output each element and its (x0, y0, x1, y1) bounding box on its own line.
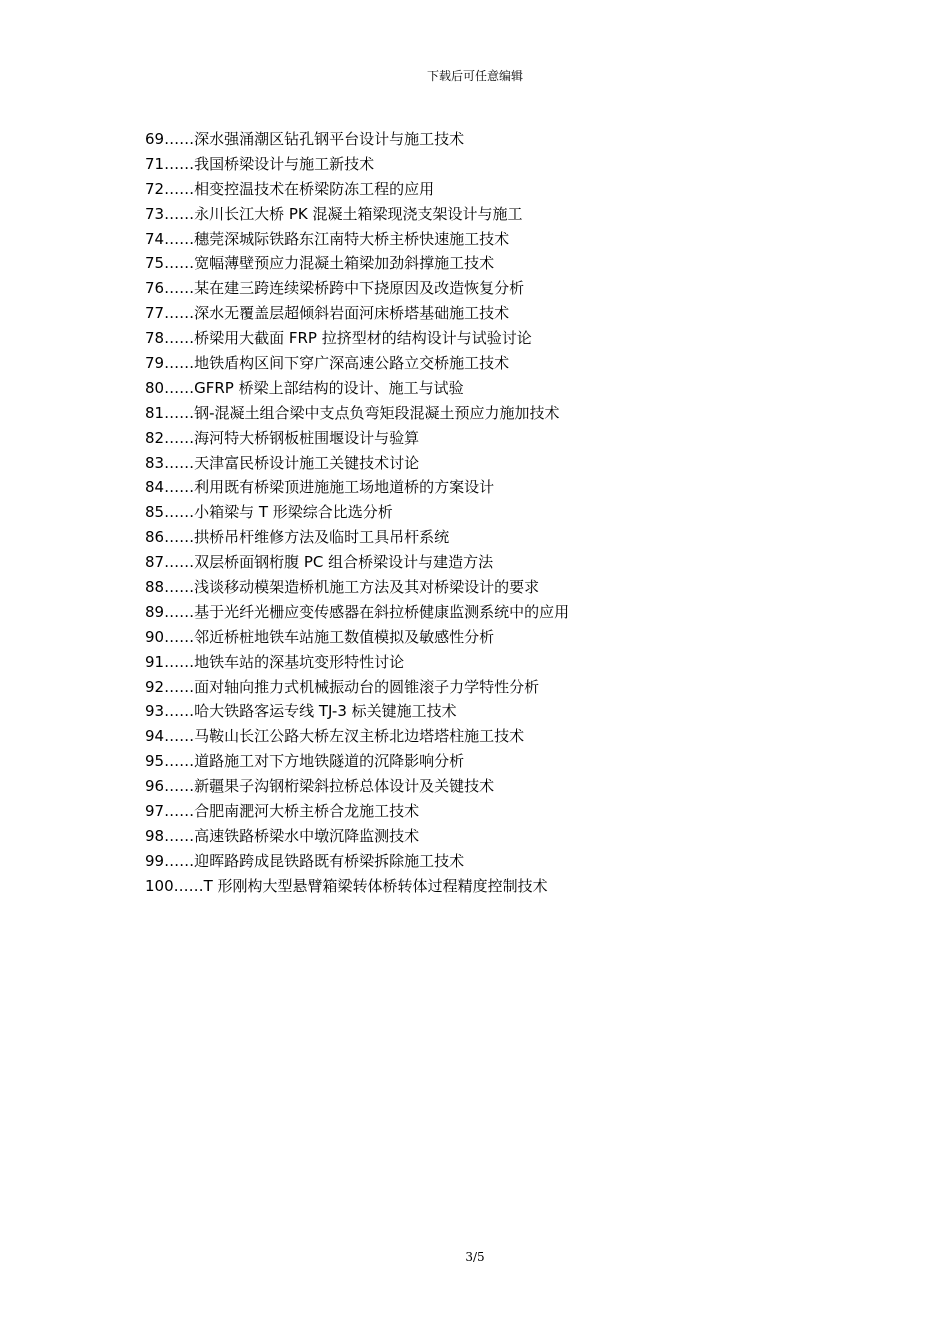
toc-item: 99……迎晖路跨成昆铁路既有桥梁拆除施工技术 (145, 851, 465, 870)
toc-item: 93……哈大铁路客运专线 TJ-3 标关键施工技术 (145, 702, 457, 721)
toc-item: 87……双层桥面钢桁腹 PC 组合桥梁设计与建造方法 (145, 553, 494, 572)
toc-item: 74……穗莞深城际铁路东江南特大桥主桥快速施工技术 (145, 229, 510, 248)
toc-item: 90……邻近桥桩地铁车站施工数值模拟及敏感性分析 (145, 627, 495, 646)
page-number: 3/5 (465, 1250, 485, 1264)
toc-item: 69……深水强涌潮区钻孔钢平台设计与施工技术 (145, 130, 465, 148)
toc-item: 81……钢-混凝土组合梁中支点负弯矩段混凝土预应力施加技术 (145, 403, 560, 422)
toc-item: 80……GFRP 桥梁上部结构的设计、施工与试验 (145, 378, 464, 397)
toc-item: 96……新疆果子沟钢桁梁斜拉桥总体设计及关键技术 (145, 777, 495, 796)
toc-item: 97……合肥南淝河大桥主桥合龙施工技术 (145, 802, 420, 821)
toc-item: 75……宽幅薄壁预应力混凝土箱梁加劲斜撑施工技术 (145, 254, 495, 273)
toc-item: 73……永川长江大桥 PK 混凝土箱梁现浇支架设计与施工 (145, 204, 523, 223)
toc-item: 85……小箱梁与 T 形梁综合比选分析 (145, 503, 393, 522)
toc-item: 91……地铁车站的深基坑变形特性讨论 (145, 652, 405, 671)
toc-item: 76……某在建三跨连续梁桥跨中下挠原因及改造恢复分析 (145, 279, 525, 298)
toc-list (145, 127, 569, 899)
toc-item: 84……利用既有桥梁顶进施施工场地道桥的方案设计 (145, 478, 495, 497)
toc-item: 78……桥梁用大截面 FRP 拉挤型材的结构设计与试验讨论 (145, 329, 532, 348)
toc-item: 88……浅谈移动模架造桥机施工方法及其对桥梁设计的要求 (145, 578, 540, 597)
toc-item: 95……道路施工对下方地铁隧道的沉降影响分析 (145, 752, 465, 771)
toc-item: 82……海河特大桥钢板桩围堰设计与验算 (145, 428, 420, 447)
toc-item: 94……马鞍山长江公路大桥左汊主桥北边塔塔柱施工技术 (145, 727, 525, 746)
toc-item: 100……T 形刚构大型悬臂箱梁转体桥转体过程精度控制技术 (145, 876, 548, 895)
toc-item: 86……拱桥吊杆维修方法及临时工具吊杆系统 (145, 528, 450, 547)
toc-item: 77……深水无覆盖层超倾斜岩面河床桥塔基础施工技术 (145, 304, 510, 323)
toc-item: 83……天津富民桥设计施工关键技术讨论 (145, 453, 420, 472)
toc-item: 92……面对轴向推力式机械振动台的圆锥滚子力学特性分析 (145, 677, 540, 696)
toc-item: 79……地铁盾构区间下穿广深高速公路立交桥施工技术 (145, 354, 510, 373)
toc-item: 72……相变控温技术在桥梁防冻工程的应用 (145, 179, 435, 198)
toc-item: 98……高速铁路桥梁水中墩沉降监测技术 (145, 826, 420, 845)
toc-item: 89……基于光纤光栅应变传感器在斜拉桥健康监测系统中的应用 (145, 602, 570, 621)
page-header: 下载后可任意编辑 (426, 69, 523, 83)
toc-item: 71……我国桥梁设计与施工新技术 (145, 154, 375, 173)
